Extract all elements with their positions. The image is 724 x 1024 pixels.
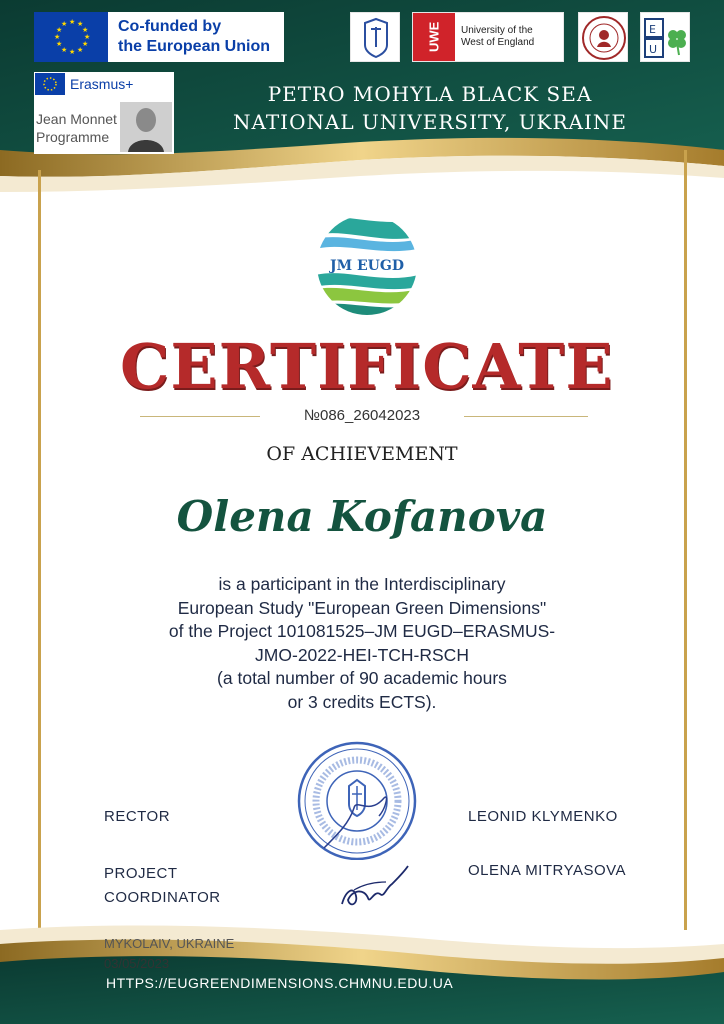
university-name [210, 80, 650, 136]
certificate-subtitle: OF ACHIEVEMENT [266, 443, 458, 465]
svg-text:U: U [649, 43, 658, 56]
body-line: of the Project 101081525–JM EUGD–ERASMUS- [168, 621, 556, 641]
body-line: JMO-2022-HEI-TCH-RSCH [255, 644, 469, 665]
divider-right [464, 416, 588, 417]
svg-text:★: ★ [69, 18, 76, 26]
body-line: or 3 credits ECTS). [287, 691, 437, 712]
svg-text:★: ★ [56, 26, 63, 34]
coordinator-name: OLENA MITRYASOVA [468, 862, 627, 879]
eu-line-1: Co-funded by [118, 18, 222, 35]
university-line-1: PETRO MOHYLA BLACK SEA [267, 82, 593, 106]
recipient-name: Olena Kofanova [176, 492, 548, 541]
coordinator-signature [334, 860, 414, 916]
university-line-2: NATIONAL UNIVERSITY, UKRAINE [232, 110, 627, 134]
uwe-logo [412, 12, 564, 62]
jm-eugd-logo-text: JM EUGD [330, 258, 404, 274]
divider-left [140, 416, 260, 417]
erasmus-flag-icon [35, 73, 65, 95]
eu-line-2: the European Union [118, 38, 270, 55]
coordinator-label [104, 862, 264, 910]
project-url[interactable]: HTTPS://EUGREENDIMENSIONS.CHMNU.EDU.UA [106, 975, 454, 991]
uwe-name [455, 25, 534, 49]
official-seal [294, 738, 420, 864]
issue-date: 03/05/2023 [104, 956, 170, 971]
body-line: (a total number of 90 academic hours [217, 668, 507, 688]
chnu-logo [350, 12, 400, 62]
svg-text:★: ★ [77, 46, 84, 54]
svg-text:★: ★ [56, 40, 63, 48]
jm-eugd-logo [312, 210, 422, 320]
uwe-line-1: University of the [461, 25, 533, 36]
certificate-number: №086_26042023 [303, 407, 421, 424]
svg-text:★: ★ [54, 33, 61, 41]
jean-monnet-text [36, 110, 117, 146]
svg-text:★: ★ [82, 26, 89, 34]
svg-text:★: ★ [82, 40, 89, 48]
svg-text:★: ★ [61, 20, 68, 28]
edu-clover-logo [640, 12, 690, 62]
right-gold-border [684, 150, 687, 930]
erasmus-jean-monnet-logo [34, 72, 174, 154]
body-line: is a participant in the Interdisciplinary [218, 574, 506, 594]
certificate-title: CERTIFICATE [120, 330, 614, 403]
svg-text:★: ★ [69, 48, 76, 56]
rector-name: LEONID KLYMENKO [468, 808, 618, 825]
coordinator-label-line-1: PROJECT [104, 865, 178, 882]
certificate-body [110, 573, 614, 714]
uwe-line-2: West of England [461, 37, 535, 48]
left-gold-border [38, 170, 41, 930]
coordinator-label-line-2: COORDINATOR [104, 889, 221, 906]
eu-flag-icon [34, 12, 108, 62]
presov-university-seal [578, 12, 628, 62]
erasmus-label: Erasmus+ [70, 76, 134, 92]
jm-line-2: Programme [36, 129, 110, 145]
svg-text:E: E [649, 23, 656, 36]
svg-text:★: ★ [84, 33, 91, 41]
uwe-mark: UWE [413, 13, 455, 61]
issue-place: MYKOLAIV, UKRAINE [104, 936, 235, 951]
svg-text:★: ★ [61, 46, 68, 54]
body-line: European Study "European Green Dimensions" [177, 597, 547, 618]
eu-cofunded-logo [34, 12, 284, 62]
rector-label: RECTOR [104, 808, 171, 825]
jm-line-1: Jean Monnet [36, 111, 117, 127]
jean-monnet-portrait [120, 102, 172, 152]
eu-cofunded-text [108, 17, 270, 57]
svg-text:★: ★ [77, 20, 84, 28]
